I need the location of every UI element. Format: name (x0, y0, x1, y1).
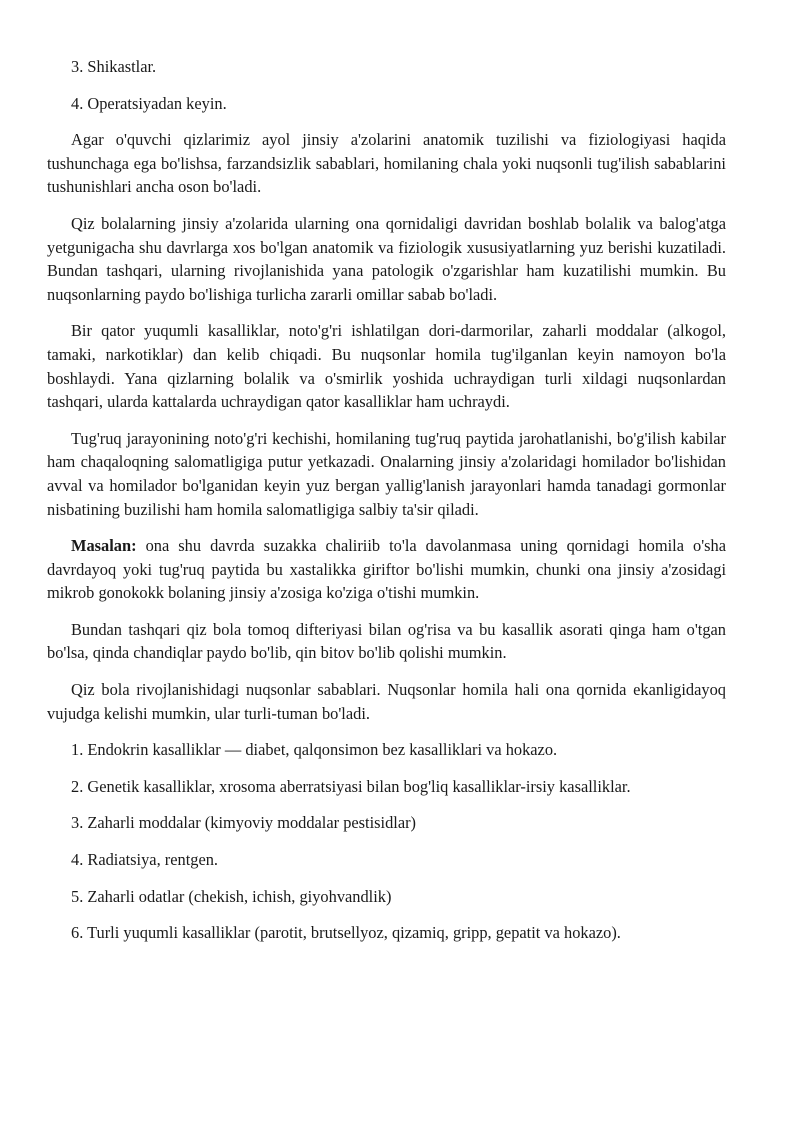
list-item-radiation: 4. Radiatsiya, rentgen. (71, 850, 219, 870)
example-label: Masalan: (71, 536, 137, 556)
list-item-harmful-habits: 5. Zaharli odatlar (chekish, ichish, giyohvandlik) (71, 886, 392, 906)
paragraph-infections: Bir qator yuqumli kasalliklar, noto'g'ri ishlatilgan dori-darmorilar, zaharli moddalar (alkogol, tamaki, narkotiklar) dan kelib chiqadi. Bu nuqsonlar homila tug'ilganlan keyin namoyon bo'la boshlaydi. Yana qizlarning bolalik va o'smirlik yoshida uchraydigan turli xildagi nuqsonlardan tashqari, ularda kattalarda uchraydigan qator kasalliklar ham uchraydi. (47, 321, 726, 412)
list-item-injuries: 3. Shikastlar. (71, 57, 157, 76)
document-page (47, 55, 726, 958)
paragraph-example (47, 534, 726, 605)
list-item-infectious-diseases: 6. Turli yuqumli kasalliklar (parotit, brutsellyoz, qizamiq, gripp, gepatit va hokazo). (71, 923, 621, 943)
paragraph-anatomy: Agar o'quvchi qizlarimiz ayol jinsiy a'zolarini anatomik tuzilishi va fiziologiyasi haqida tushunchaga ega bo'lishsa, farzandsizlik sabablari, homilaning chala yoki nuqsonli tug'ilish sabablarini tushunishlari ancha oson bo'ladi. (47, 130, 726, 197)
list-item-genetic: 2. Genetik kasalliklar, xrosoma aberratsiyasi bilan bog'liq kasalliklar-irsiy kasalliklar. (71, 776, 631, 796)
list-item-toxic-substances: 3. Zaharli moddalar (kimyoviy moddalar pestisidlar) (71, 813, 417, 833)
paragraph-birth: Tug'ruq jarayonining noto'g'ri kechishi, homilaning tug'ruq paytida jarohatlanishi, bo'g'ilish kabilar ham chaqaloqning salomatligiga putur yetkazadi. Onalarning jinsiy a'zolaridagi homilador bo'lishidan avval va homilador bo'lganidan keyin yuz bergan yallig'lanish jarayonlari hamda tanadagi gormonlar nisbatining buzilishi ham homila salomatligiga salbiy ta'sir qiladi. (47, 428, 726, 519)
paragraph-development: Qiz bolalarning jinsiy a'zolarida ularning ona qornidaligi davridan boshlab bolalik va balog'atga yetgunigacha shu davrlarga xos bo'lgan anatomik va fiziologik xususiyatlarning yuz berishi kuzatiladi. Bundan tashqari, ularning rivojlanishida yana patologik o'zgarishlar ham kuzatilishi mumkin. Bu nuqsonlarning paydo bo'lishiga turlicha zararli omillar sabab bo'ladi. (47, 213, 726, 304)
example-text: ona shu davrda suzakka chaliriib to'la davolanmasa uning qornidagi homila o'sha davrdayoq yoki tug'ruq paytida bu xastalikka giriftor bo'lishi mumkin, chunki ona jinsiy a'zosidagi mikrob gonokokk bolaning jinsiy a'zosiga ko'ziga o'tishi mumkin. (47, 536, 726, 603)
list-item-endocrine: 1. Endokrin kasalliklar — diabet, qalqonsimon bez kasalliklari va hokazo. (71, 740, 558, 760)
paragraph-diphtheria: Bundan tashqari qiz bola tomoq difteriyasi bilan og'risa va bu kasallik asorati qinga ham o'tgan bo'lsa, qinda chandiqlar paydo bo'lib, qin bitov bo'lib qolishi mumkin. (47, 619, 726, 663)
paragraph-defect-causes: Qiz bola rivojlanishidagi nuqsonlar sabablari. Nuqsonlar homila hali ona qornida ekanligidayoq vujudga kelishi mumkin, ular turli-tuman bo'ladi. (47, 680, 726, 723)
list-item-after-surgery: 4. Operatsiyadan keyin. (71, 93, 227, 113)
